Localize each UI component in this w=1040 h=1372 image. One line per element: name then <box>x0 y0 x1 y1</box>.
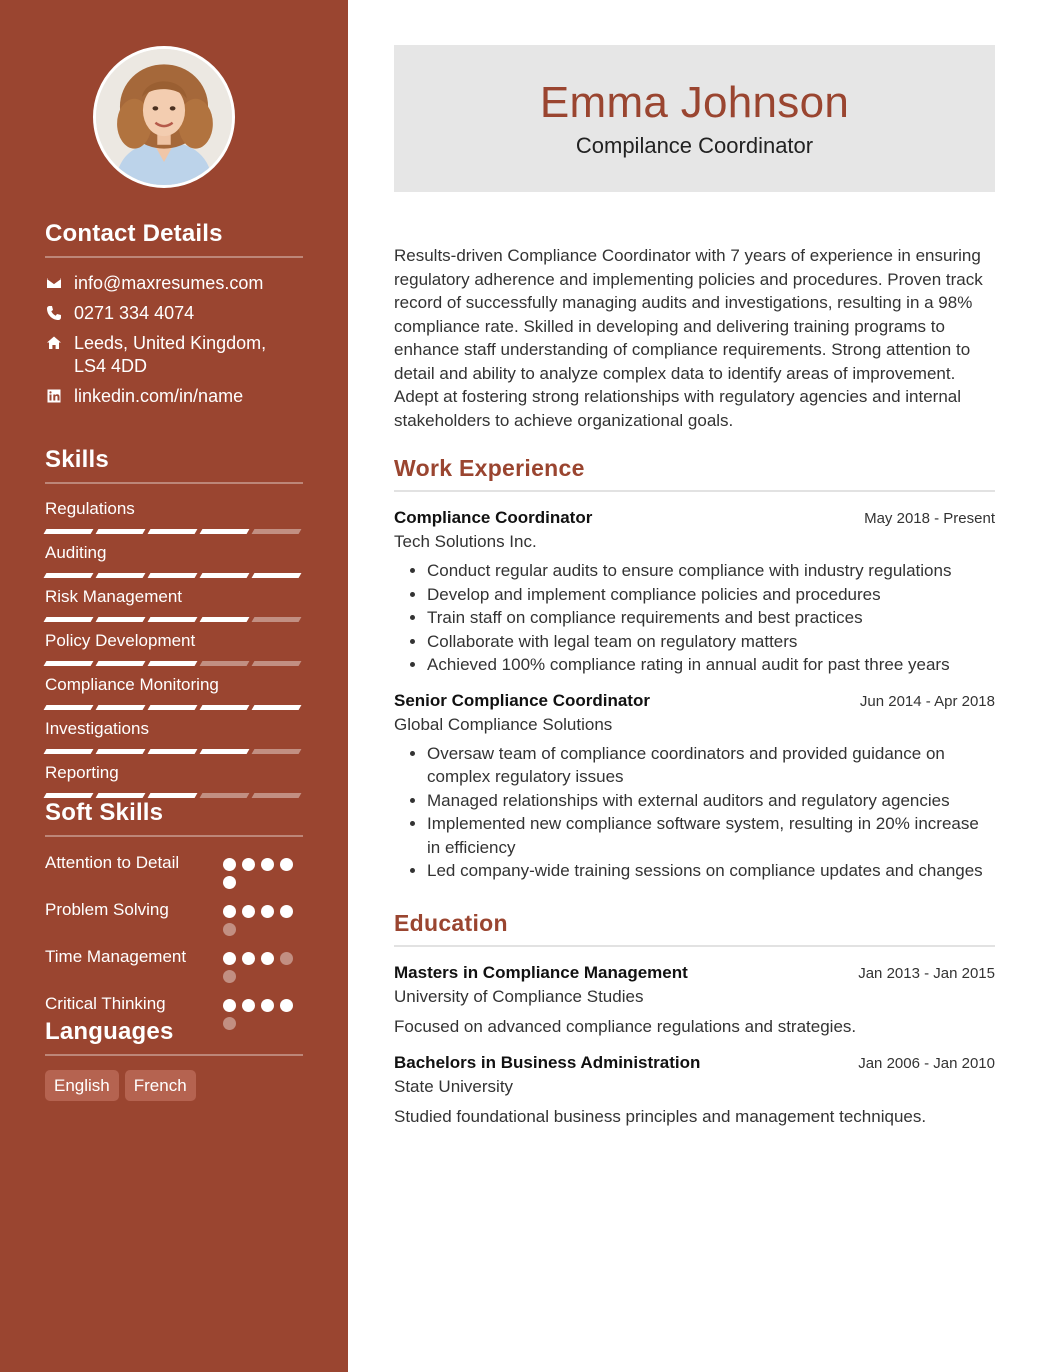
rating-dot-filled <box>261 905 274 918</box>
contact-phone-text: 0271 334 4074 <box>74 303 195 323</box>
rating-dot-filled <box>280 999 293 1012</box>
rating-dot-filled <box>280 905 293 918</box>
skills-section <box>45 446 303 806</box>
skill-item <box>45 542 303 578</box>
candidate-name: Emma Johnson <box>539 78 850 127</box>
skill-level-bar <box>45 749 303 754</box>
skill-item <box>45 586 303 622</box>
rating-dot-filled <box>261 999 274 1012</box>
job-date: May 2018 - Present <box>864 510 995 527</box>
rating-dot-filled <box>223 905 236 918</box>
skill-segment-filled <box>252 573 302 578</box>
skill-name: Auditing <box>45 543 107 562</box>
education-section <box>394 910 995 1129</box>
language-chip: French <box>125 1070 196 1101</box>
name-header <box>394 45 995 192</box>
skill-name: Investigations <box>45 719 149 738</box>
job-title: Compliance Coordinator <box>394 508 593 527</box>
skill-segment-filled <box>148 705 198 710</box>
skill-segment-filled <box>44 529 94 534</box>
skill-segment-filled <box>96 573 146 578</box>
skill-segment-filled <box>148 749 198 754</box>
skill-segment-empty <box>252 793 302 798</box>
soft-skills-list <box>45 851 303 1030</box>
skill-segment-filled <box>96 529 146 534</box>
job-bullet: • Collaborate with legal team on regulatory matters <box>427 630 995 654</box>
skill-segment-empty <box>200 793 250 798</box>
contact-phone[interactable] <box>45 302 303 325</box>
skill-item <box>45 762 303 798</box>
rating-dot-empty <box>223 923 236 936</box>
skill-level-bar <box>45 705 303 710</box>
skill-level-bar <box>45 661 303 666</box>
contact-email[interactable] <box>45 272 303 295</box>
candidate-title: Compilance Coordinator <box>575 133 814 158</box>
linkedin-icon <box>45 387 63 405</box>
soft-skill-item <box>45 945 303 983</box>
contact-linkedin[interactable] <box>45 385 303 408</box>
skill-level-bar <box>45 529 303 534</box>
job-bullet: • Led company-wide training sessions on compliance updates and changes <box>427 859 995 883</box>
contact-linkedin-text: linkedin.com/in/name <box>74 386 244 406</box>
skill-segment-filled <box>200 749 250 754</box>
rating-dot-filled <box>261 858 274 871</box>
skill-segment-filled <box>96 617 146 622</box>
job-entry <box>394 689 995 883</box>
job-header <box>394 689 995 713</box>
education-entry <box>394 1051 995 1129</box>
languages-heading: Languages <box>45 1018 303 1056</box>
job-bullet: • Develop and implement compliance policies and procedures <box>427 583 995 607</box>
skills-heading: Skills <box>45 446 303 484</box>
education-heading: Education <box>394 910 995 947</box>
skill-level-bar <box>45 617 303 622</box>
education-description: Studied foundational business principles and management techniques. <box>394 1107 927 1126</box>
phone-icon <box>45 304 63 322</box>
languages-section <box>45 1018 303 1101</box>
avatar <box>93 46 235 188</box>
skill-segment-filled <box>148 617 198 622</box>
soft-skill-rating <box>223 945 303 983</box>
soft-skill-name: Critical Thinking <box>45 994 166 1013</box>
skill-name: Risk Management <box>45 587 183 606</box>
skill-segment-filled <box>148 573 198 578</box>
skill-segment-filled <box>200 529 250 534</box>
rating-dot-empty <box>280 952 293 965</box>
contact-address <box>45 332 303 378</box>
job-bullet: • Achieved 100% compliance rating in annual audit for past three years <box>427 653 995 677</box>
rating-dot-filled <box>242 905 255 918</box>
contact-section <box>45 220 303 415</box>
skill-segment-filled <box>44 705 94 710</box>
work-list <box>394 506 995 883</box>
skill-segment-filled <box>96 749 146 754</box>
rating-dot-filled <box>223 952 236 965</box>
skill-segment-filled <box>96 793 146 798</box>
rating-dot-filled <box>261 952 274 965</box>
skill-segment-empty <box>252 529 302 534</box>
contact-email-text: info@maxresumes.com <box>74 273 264 293</box>
rating-dot-filled <box>242 952 255 965</box>
skill-segment-filled <box>44 749 94 754</box>
rating-dot-filled <box>223 999 236 1012</box>
skill-item <box>45 630 303 666</box>
soft-skill-item <box>45 898 303 936</box>
job-company: Global Compliance Solutions <box>394 714 613 734</box>
languages-list <box>45 1070 303 1101</box>
skill-segment-filled <box>200 617 250 622</box>
skill-item <box>45 718 303 754</box>
profile-summary: Results-driven Compliance Coordinator with 7 years of experience in ensuring regulatory adherence and implementing policies and procedures. Proven track record of successfully managing audits and investigations, resulting in a 98% compliance rate. Skilled in developing and delivering training programs to enhance staff understanding of compliance requirements. Strong attention to detail and ability to analyze complex data to identify areas of improvement. Adept at fostering strong relationships with regulatory agencies and internal stakeholders to achieve organizational goals. <box>394 246 983 430</box>
envelope-icon <box>45 274 63 292</box>
skill-segment-filled <box>44 573 94 578</box>
soft-skills-section <box>45 799 303 1039</box>
skill-segment-filled <box>44 617 94 622</box>
language-chip: English <box>45 1070 119 1101</box>
skill-level-bar <box>45 793 303 798</box>
skill-name: Compliance Monitoring <box>45 675 219 694</box>
skill-segment-filled <box>148 661 198 666</box>
job-bullet: • Conduct regular audits to ensure compliance with industry regulations <box>427 559 995 583</box>
home-icon <box>45 334 63 352</box>
soft-skill-name: Problem Solving <box>45 900 169 919</box>
education-entry <box>394 961 995 1039</box>
education-school: State University <box>394 1077 514 1096</box>
education-description: Focused on advanced compliance regulations and strategies. <box>394 1017 857 1036</box>
soft-skill-rating <box>223 851 303 889</box>
soft-skill-name: Time Management <box>45 947 187 966</box>
soft-skills-heading: Soft Skills <box>45 799 303 837</box>
job-entry <box>394 506 995 677</box>
work-heading: Work Experience <box>394 455 995 492</box>
job-date: Jun 2014 - Apr 2018 <box>859 692 995 710</box>
rating-dot-filled <box>242 858 255 871</box>
job-company: Tech Solutions Inc. <box>394 532 537 551</box>
skill-name: Regulations <box>45 499 135 518</box>
job-bullet: • Implemented new compliance software system, resulting in 20% increase in efficiency <box>427 812 995 859</box>
skills-list <box>45 498 303 798</box>
job-bullets <box>394 742 995 883</box>
education-date: Jan 2006 - Jan 2010 <box>858 1055 995 1072</box>
rating-dot-filled <box>280 858 293 871</box>
education-header <box>394 1051 995 1075</box>
profile-photo <box>96 49 232 185</box>
education-date: Jan 2013 - Jan 2015 <box>858 965 995 982</box>
job-bullets <box>394 559 995 677</box>
soft-skill-item <box>45 851 303 889</box>
skill-segment-empty <box>200 661 250 666</box>
work-section <box>394 455 995 883</box>
skill-segment-empty <box>252 661 302 666</box>
skill-segment-filled <box>148 529 198 534</box>
education-degree: Masters in Compliance Management <box>394 963 688 982</box>
education-degree: Bachelors in Business Administration <box>394 1053 701 1072</box>
contact-heading: Contact Details <box>45 220 303 258</box>
skill-level-bar <box>45 573 303 578</box>
skill-segment-filled <box>44 661 94 666</box>
skill-segment-empty <box>252 617 302 622</box>
soft-skill-name: Attention to Detail <box>45 853 180 872</box>
rating-dot-filled <box>223 876 236 889</box>
skill-segment-filled <box>44 793 94 798</box>
job-bullet: • Oversaw team of compliance coordinators and provided guidance on complex regulatory issues <box>427 742 995 789</box>
sidebar <box>0 0 348 1372</box>
job-bullet: • Managed relationships with external auditors and regulatory agencies <box>427 789 995 813</box>
skill-item <box>45 498 303 534</box>
job-header <box>394 506 995 530</box>
contact-address-text: Leeds, United Kingdom, LS4 4DD <box>74 333 267 376</box>
rating-dot-filled <box>223 858 236 871</box>
job-title: Senior Compliance Coordinator <box>394 690 650 710</box>
education-list <box>394 961 995 1129</box>
skill-segment-filled <box>96 705 146 710</box>
job-bullet: • Train staff on compliance requirements and best practices <box>427 606 995 630</box>
skill-name: Reporting <box>45 763 119 782</box>
rating-dot-empty <box>223 970 236 983</box>
skill-name: Policy Development <box>45 631 196 650</box>
skill-segment-filled <box>200 573 250 578</box>
skill-segment-empty <box>252 749 302 754</box>
skill-segment-filled <box>148 793 198 798</box>
education-header <box>394 961 995 985</box>
skill-segment-filled <box>200 705 250 710</box>
education-school: University of Compliance Studies <box>394 987 644 1006</box>
skill-item <box>45 674 303 710</box>
rating-dot-filled <box>242 999 255 1012</box>
skill-segment-filled <box>96 661 146 666</box>
skill-segment-filled <box>252 705 302 710</box>
soft-skill-rating <box>223 898 303 936</box>
